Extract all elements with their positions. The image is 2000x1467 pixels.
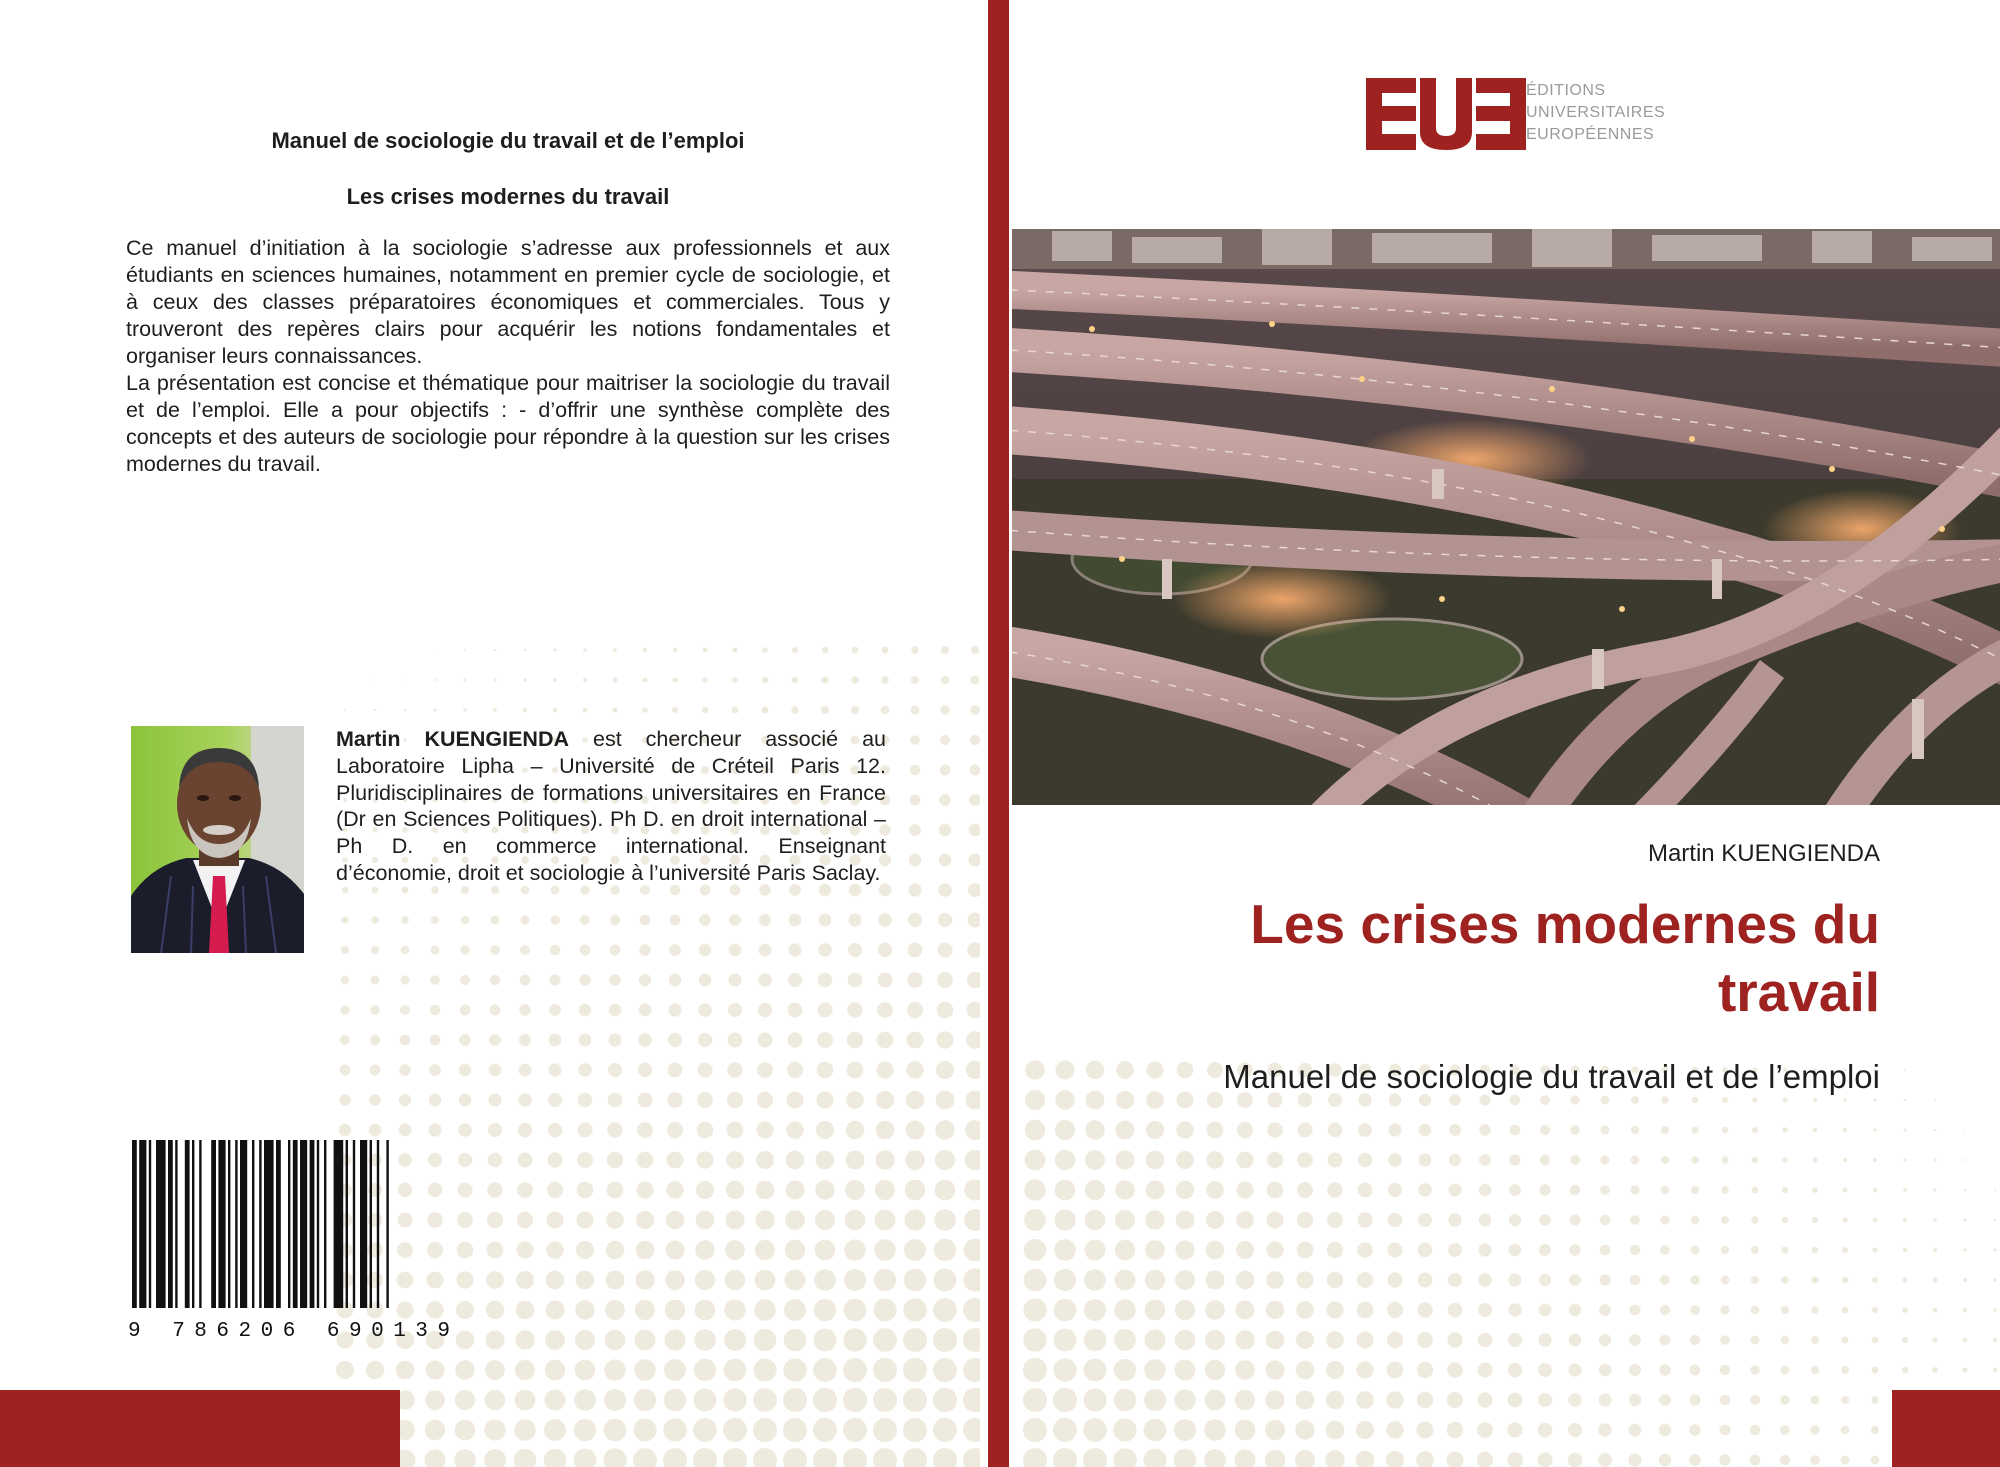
publisher-name [1526, 80, 1665, 146]
book-spine [988, 0, 1009, 1467]
cover-photo-highway-interchange [1012, 229, 2000, 805]
author-bio-text: est chercheur associé au Laboratoire Lipha – Université de Créteil Paris 12. Pluridisciplinaires de formations universitaires en France (Dr en Sciences Politiques). Ph D. en droit international – Ph D. en commerce international. Enseignant d’économie, droit et sociologie à l’université Paris Saclay. [336, 727, 886, 885]
cover-main-title: Les crises modernes du travail [1250, 893, 1880, 1023]
publisher-line-1: ÉDITIONS [1526, 82, 1606, 99]
description-paragraph-1: Ce manuel d’initiation à la sociologie s’adresse aux professionnels et aux étudiants en sciences humaines, notamment en premier cycle de sociologie, et à ceux des classes préparatoires économiques et commerciales. Tous y trouveront des repères clairs pour acquérir les notions fondamentales et organiser leurs connaissances. [126, 236, 890, 368]
isbn-digits: 9 786206 690139 [128, 1320, 450, 1340]
description-paragraph-2: La présentation est concise et thématique pour maitriser la sociologie du travail et de l’emploi. Elle a pour objectifs : - d’offrir une synthèse complète des concepts et des auteurs de sociologie pour répondre à la question sur les crises modernes du travail. [126, 371, 890, 476]
author-portrait [131, 726, 304, 953]
publisher-line-2: UNIVERSITAIRES [1526, 104, 1666, 121]
halftone-dot-pattern-front [1010, 1060, 2000, 1467]
author-biography [336, 726, 886, 887]
author-bio-name: Martin KUENGIENDA [336, 727, 570, 751]
isbn-barcode [128, 1140, 456, 1340]
back-cover-description [126, 235, 890, 478]
back-red-band [0, 1390, 400, 1467]
publisher-line-3: EUROPÉENNES [1526, 126, 1655, 143]
cover-author-name: Martin KUENGIENDA [1647, 840, 1880, 867]
cover-subtitle: Manuel de sociologie du travail et de l’emploi [1223, 1058, 1880, 1095]
back-cover-subtitle: Les crises modernes du travail [346, 184, 670, 209]
front-red-band [1892, 1390, 2000, 1467]
back-cover-title: Manuel de sociologie du travail et de l’emploi [271, 128, 745, 153]
